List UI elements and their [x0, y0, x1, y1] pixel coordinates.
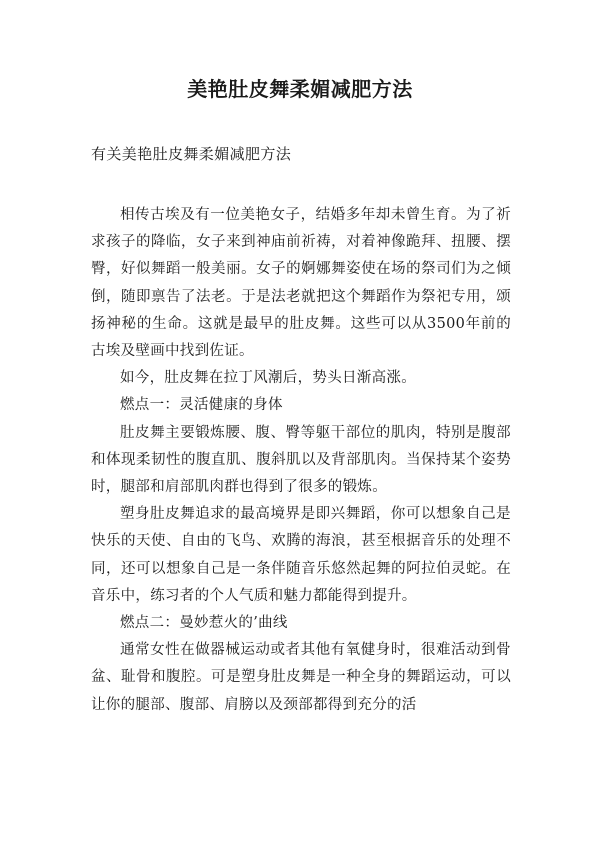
- paragraph-improvisation: 塑身肚皮舞追求的最高境界是即兴舞蹈，你可以想象自己是快乐的天使、自由的飞鸟、欢腾的海浪，甚至根据音乐的处理不同，还可以想象自己是一条伴随音乐悠然起舞的阿拉伯灵蛇。在音乐中，练习者的个人气质和魅力都能得到提升。: [91, 506, 511, 604]
- document-title: 美艳肚皮舞柔媚减肥方法: [187, 77, 413, 101]
- paragraph-curves: 通常女性在做器械运动或者其他有氧健身时，很难活动到骨盆、耻骨和腹腔。可是塑身肚皮舞是一种全身的舞蹈运动，可以让你的腿部、腹部、肩膀以及颈部都得到充分的活: [91, 642, 511, 713]
- section-heading-2: 燃点二：曼妙惹火的’曲线: [120, 615, 288, 632]
- paragraph-trend: 如今，肚皮舞在拉丁风潮后，势头日渐高涨。: [120, 370, 416, 387]
- document-subtitle: 有关美艳肚皮舞柔媚减肥方法: [91, 145, 292, 163]
- paragraph-muscles: 肚皮舞主要锻炼腰、腹、臀等躯干部位的肌肉，特别是腹部和体现柔韧性的腹直肌、腹斜肌以及背部肌肉。当保持某个姿势时，腿部和肩部肌肉群也得到了很多的锻炼。: [91, 424, 511, 496]
- document-body: [91, 202, 511, 719]
- paragraph-legend: 相传古埃及有一位美艳女子，结婚多年却未曾生育。为了祈求孩子的降临，女子来到神庙前祈祷，对着神像跪拜、扭腰、摆臀，好似舞蹈一般美丽。女子的婀娜舞姿使在场的祭司们为之倾倒，随即禀告了法老。于是法老就把这个舞蹈作为祭祀专用，颂扬神秘的生命。这就是最早的肚皮舞。这些可以从3500年前的古埃及壁画中找到佐证。: [91, 207, 511, 360]
- section-heading-1: 燃点一：灵活健康的身体: [120, 397, 283, 414]
